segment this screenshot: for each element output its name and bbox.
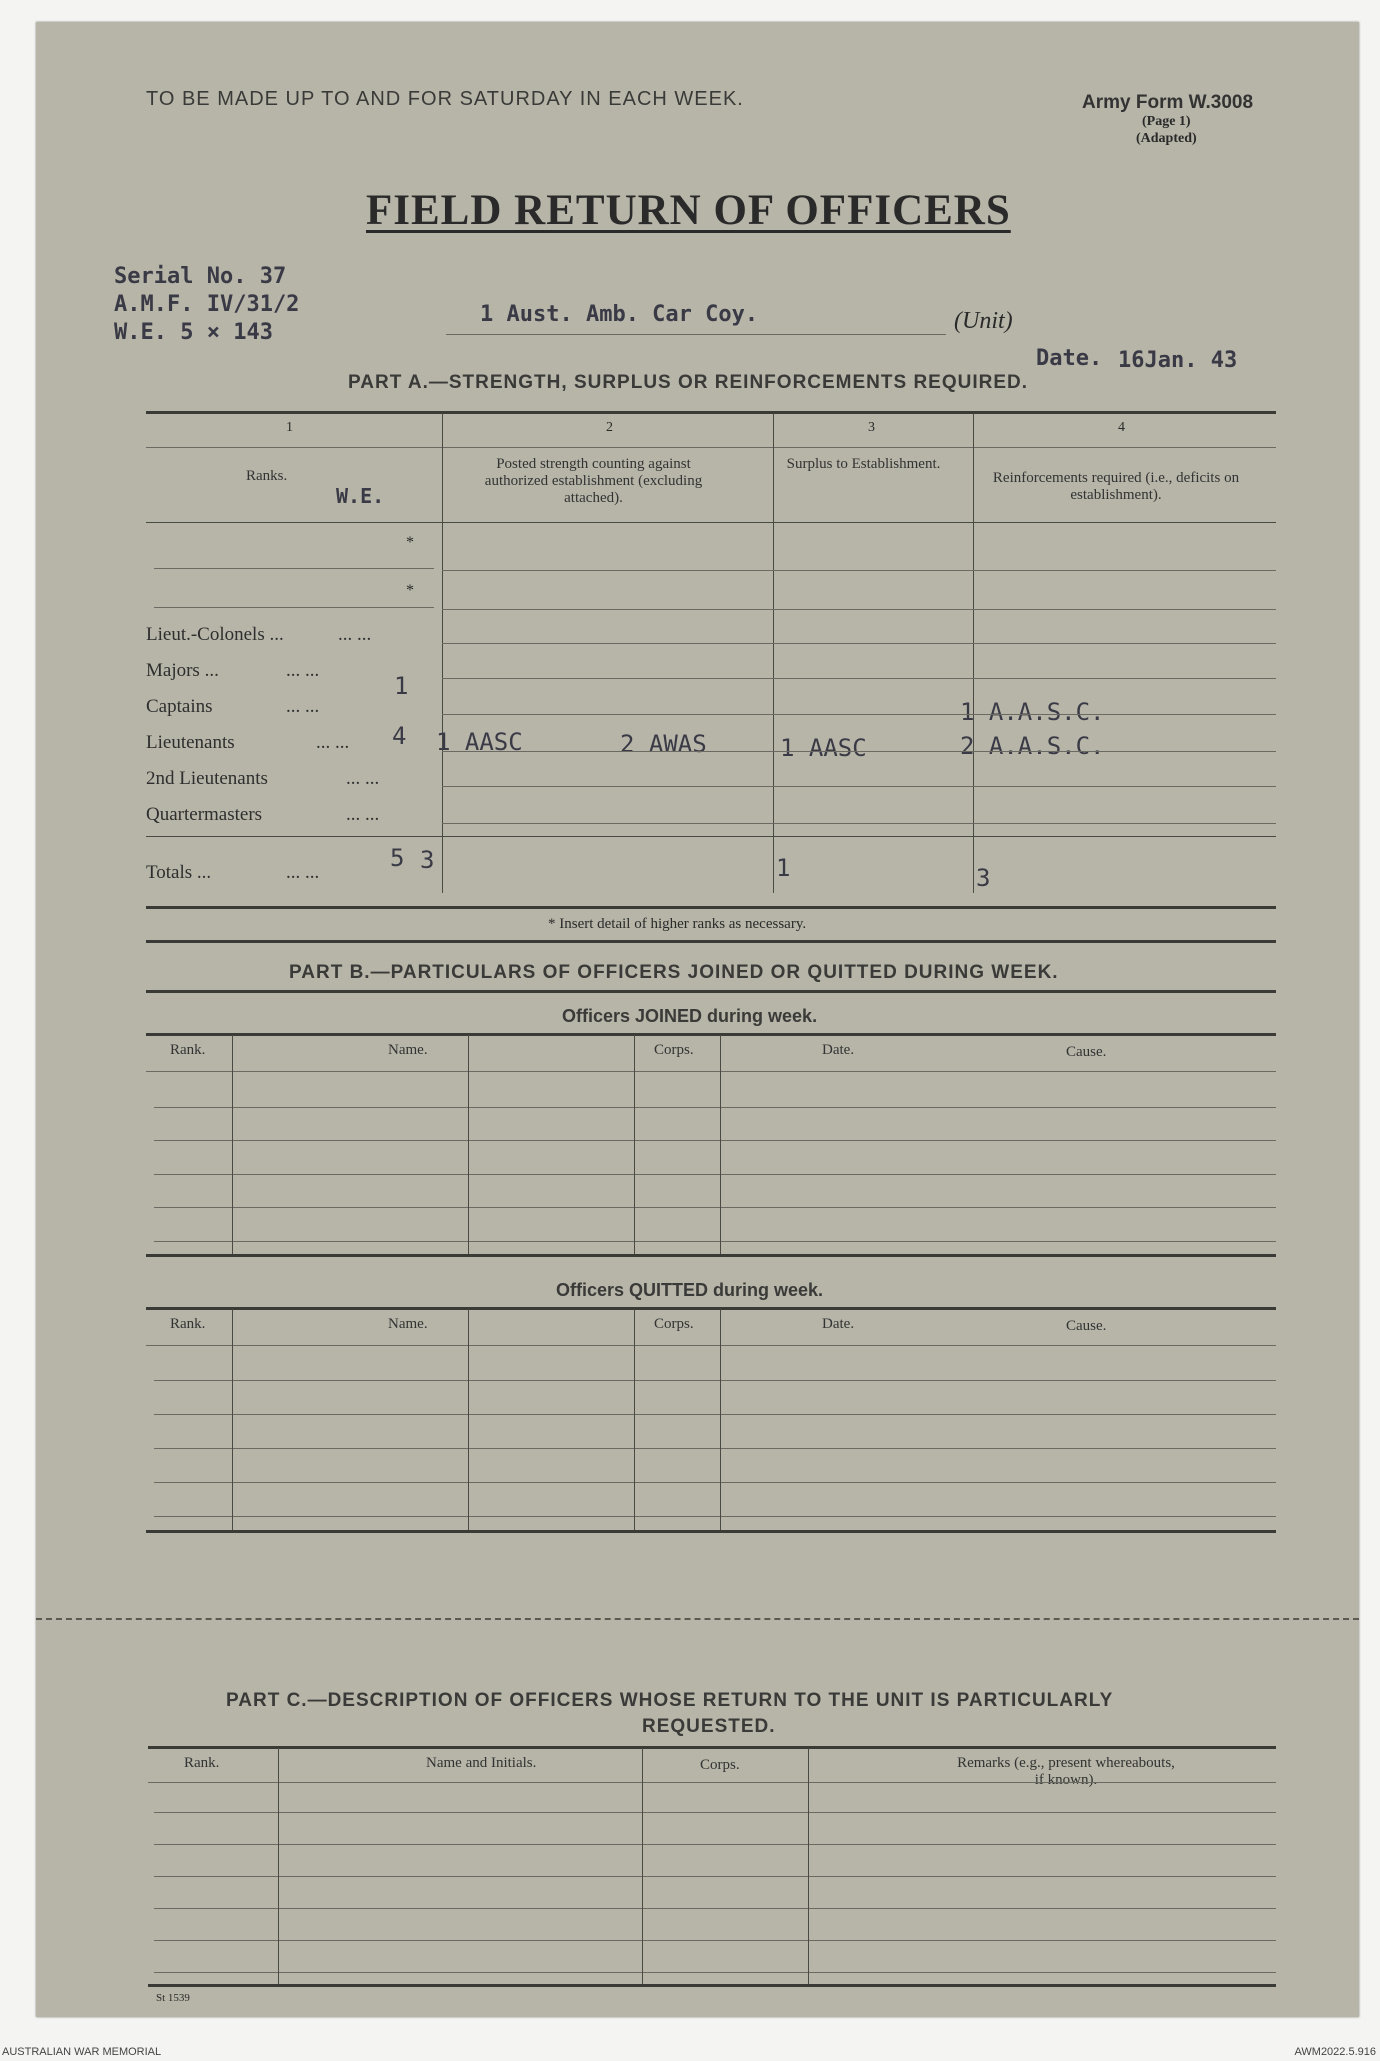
quitted-row-rule [154, 1482, 1276, 1483]
lieutenants-posted-awas: 2 AWAS [620, 730, 707, 758]
posted-header: Posted strength counting against authorized establishment (excluding attached). [484, 456, 703, 506]
rank-label-lieut-colonels: Lieut.-Colonels ... [146, 624, 284, 645]
asterisk-line-2 [154, 607, 434, 608]
asterisk-2: * [406, 582, 414, 599]
joined-row-rule [154, 1107, 1276, 1108]
part-c-row-rule [154, 1876, 1276, 1877]
totals-label: Totals ... [146, 862, 212, 883]
part-a-top-rule [146, 411, 1276, 414]
totals-we: 5 [390, 844, 405, 872]
quitted-row-rule [154, 1414, 1276, 1415]
joined-divider [468, 1035, 469, 1254]
joined-row-rule [154, 1174, 1276, 1175]
joined-col-corps: Corps. [654, 1042, 694, 1058]
part-b-top-rule [146, 990, 1276, 993]
quitted-row-rule [154, 1516, 1276, 1517]
joined-header-rule [146, 1071, 1276, 1072]
part-c-row-rule [154, 1908, 1276, 1909]
quitted-title: Officers QUITTED during week. [556, 1280, 824, 1300]
part-c-divider [808, 1748, 809, 1984]
col-number-2: 2 [606, 420, 613, 435]
quitted-col-cause: Cause. [1066, 1318, 1107, 1334]
quitted-divider [232, 1309, 233, 1530]
form-number: Army Form W.3008 [1082, 92, 1254, 113]
part-c-bottom-rule [148, 1984, 1276, 1987]
form-sheet [36, 22, 1359, 2017]
part-c-col-rank: Rank. [184, 1755, 220, 1771]
row-rule [442, 786, 1276, 787]
surplus-header: Surplus to Establishment. [786, 456, 941, 472]
part-a-title: PART A.—STRENGTH, SURPLUS OR REINFORCEMENTS REQUIRED. [348, 372, 1029, 393]
rank-label-quartermasters: Quartermasters [146, 804, 263, 825]
part-c-row-rule [154, 1812, 1276, 1813]
quitted-divider [634, 1309, 635, 1530]
row-rule [442, 643, 1276, 644]
part-c-divider [278, 1748, 279, 1984]
perforation-line [36, 1618, 1359, 1620]
joined-divider [720, 1035, 721, 1254]
part-c-col-corps: Corps. [700, 1757, 740, 1773]
col-number-3: 3 [868, 420, 875, 435]
part-a-bottom-rule [146, 906, 1276, 909]
amf-reference: A.M.F. IV/31/2 [114, 292, 300, 317]
instruction-text: TO BE MADE UP TO AND FOR SATURDAY IN EACH WEEK. [146, 88, 744, 110]
totals-surplus: 1 [776, 854, 791, 882]
part-c-header-rule [148, 1782, 1276, 1783]
rank-label-lieutenants: Lieutenants [146, 732, 235, 753]
joined-bottom-rule [146, 1254, 1276, 1257]
joined-col-rank: Rank. [170, 1042, 206, 1058]
form-adapted: (Adapted) [1136, 131, 1197, 146]
part-c-col-remarks: Remarks (e.g., present whereabouts, if known). [957, 1755, 1175, 1788]
date-label: Date. [1036, 346, 1103, 371]
data-rule-a1 [442, 570, 1276, 571]
unit-underline [446, 334, 946, 335]
part-b-title: PART B.—PARTICULARS OF OFFICERS JOINED OR QUITTED DURING WEEK. [289, 962, 1059, 983]
print-code: St 1539 [156, 1992, 190, 2004]
rank-label-majors: Majors ... [146, 660, 219, 681]
col-number-rule [146, 447, 1276, 448]
part-c-col-name: Name and Initials. [426, 1755, 537, 1771]
date-value: 16Jan. 43 [1118, 348, 1238, 373]
asterisk-1: * [406, 534, 414, 551]
lieutenants-surplus: 1 AASC [780, 734, 867, 762]
lieutenants-posted-aasc: 1 AASC [436, 728, 523, 756]
part-c-top-rule [148, 1746, 1276, 1749]
asterisk-line-1 [154, 568, 434, 569]
col-number-4: 4 [1118, 420, 1125, 435]
part-c-row-rule [154, 1940, 1276, 1941]
row-rule [442, 714, 1276, 715]
part-c-row-rule [154, 1972, 1276, 1973]
rank-dots: ... ... [346, 804, 380, 825]
quitted-col-name: Name. [388, 1316, 428, 1332]
quitted-row-rule [154, 1448, 1276, 1449]
captains-we: 1 [394, 672, 409, 700]
rank-dots: ... ... [338, 624, 372, 645]
rank-label-captains: Captains [146, 696, 213, 717]
lieutenants-we: 4 [392, 722, 407, 750]
part-c-row-rule [154, 1844, 1276, 1845]
reinforce-header: Reinforcements required (i.e., deficits on establishment). [992, 470, 1240, 503]
quitted-header-rule [146, 1345, 1276, 1346]
rank-dots: ... ... [316, 732, 350, 753]
row-rule [442, 678, 1276, 679]
rank-dots: ... ... [286, 696, 320, 717]
col-divider-1 [442, 413, 443, 893]
lieutenants-reinforcements: 2 A.A.S.C. [960, 732, 1105, 760]
joined-row-rule [154, 1241, 1276, 1242]
joined-row-rule [154, 1207, 1276, 1208]
captains-reinforcements: 1 A.A.S.C. [960, 698, 1105, 726]
we-header: W.E. [336, 484, 385, 508]
footer-institution: AUSTRALIAN WAR MEMORIAL [2, 2046, 162, 2058]
totals-dots: ... ... [286, 862, 320, 883]
we-reference: W.E. 5 × 143 [114, 320, 273, 345]
unit-label: (Unit) [954, 308, 1013, 334]
joined-header-top-rule [146, 1033, 1276, 1036]
part-a-footnote: * Insert detail of higher ranks as necessary. [548, 916, 807, 932]
row-rule [442, 823, 1276, 824]
quitted-divider [468, 1309, 469, 1530]
form-title: FIELD RETURN OF OFFICERS [366, 187, 1011, 234]
totals-top-rule [146, 836, 1276, 837]
part-c-divider [642, 1748, 643, 1984]
serial-number: Serial No. 37 [114, 264, 287, 289]
footer-accession-number: AWM2022.5.916 [1294, 2046, 1376, 2058]
header-bottom-rule [146, 522, 1276, 523]
col-divider-2 [773, 413, 774, 893]
quitted-divider [720, 1309, 721, 1530]
joined-col-cause: Cause. [1066, 1044, 1107, 1060]
totals-posted: 3 [420, 846, 435, 874]
quitted-col-date: Date. [822, 1316, 855, 1332]
rank-dots: ... ... [286, 660, 320, 681]
quitted-bottom-rule [146, 1530, 1276, 1533]
quitted-col-rank: Rank. [170, 1316, 206, 1332]
unit-value: 1 Aust. Amb. Car Coy. [480, 302, 759, 327]
part-c-title-line-1: PART C.—DESCRIPTION OF OFFICERS WHOSE RETURN TO THE UNIT IS PARTICULARLY [226, 1690, 1114, 1711]
joined-title: Officers JOINED during week. [562, 1006, 818, 1026]
quitted-header-top-rule [146, 1307, 1276, 1310]
data-rule-a2 [442, 609, 1276, 610]
col-divider-3 [973, 413, 974, 893]
form-page: (Page 1) [1142, 114, 1191, 129]
row-rule [442, 751, 1276, 752]
joined-divider [232, 1035, 233, 1254]
totals-reinforcements: 3 [976, 864, 991, 892]
joined-col-name: Name. [388, 1042, 428, 1058]
joined-divider [634, 1035, 635, 1254]
rank-dots: ... ... [346, 768, 380, 789]
col-number-1: 1 [286, 420, 293, 435]
ranks-header: Ranks. [246, 468, 288, 484]
part-a-footnote-rule [146, 940, 1276, 943]
quitted-col-corps: Corps. [654, 1316, 694, 1332]
quitted-row-rule [154, 1380, 1276, 1381]
part-c-title-line-2: REQUESTED. [642, 1716, 776, 1737]
joined-row-rule [154, 1140, 1276, 1141]
rank-label-2nd-lieutenants: 2nd Lieutenants [146, 768, 268, 789]
joined-col-date: Date. [822, 1042, 855, 1058]
